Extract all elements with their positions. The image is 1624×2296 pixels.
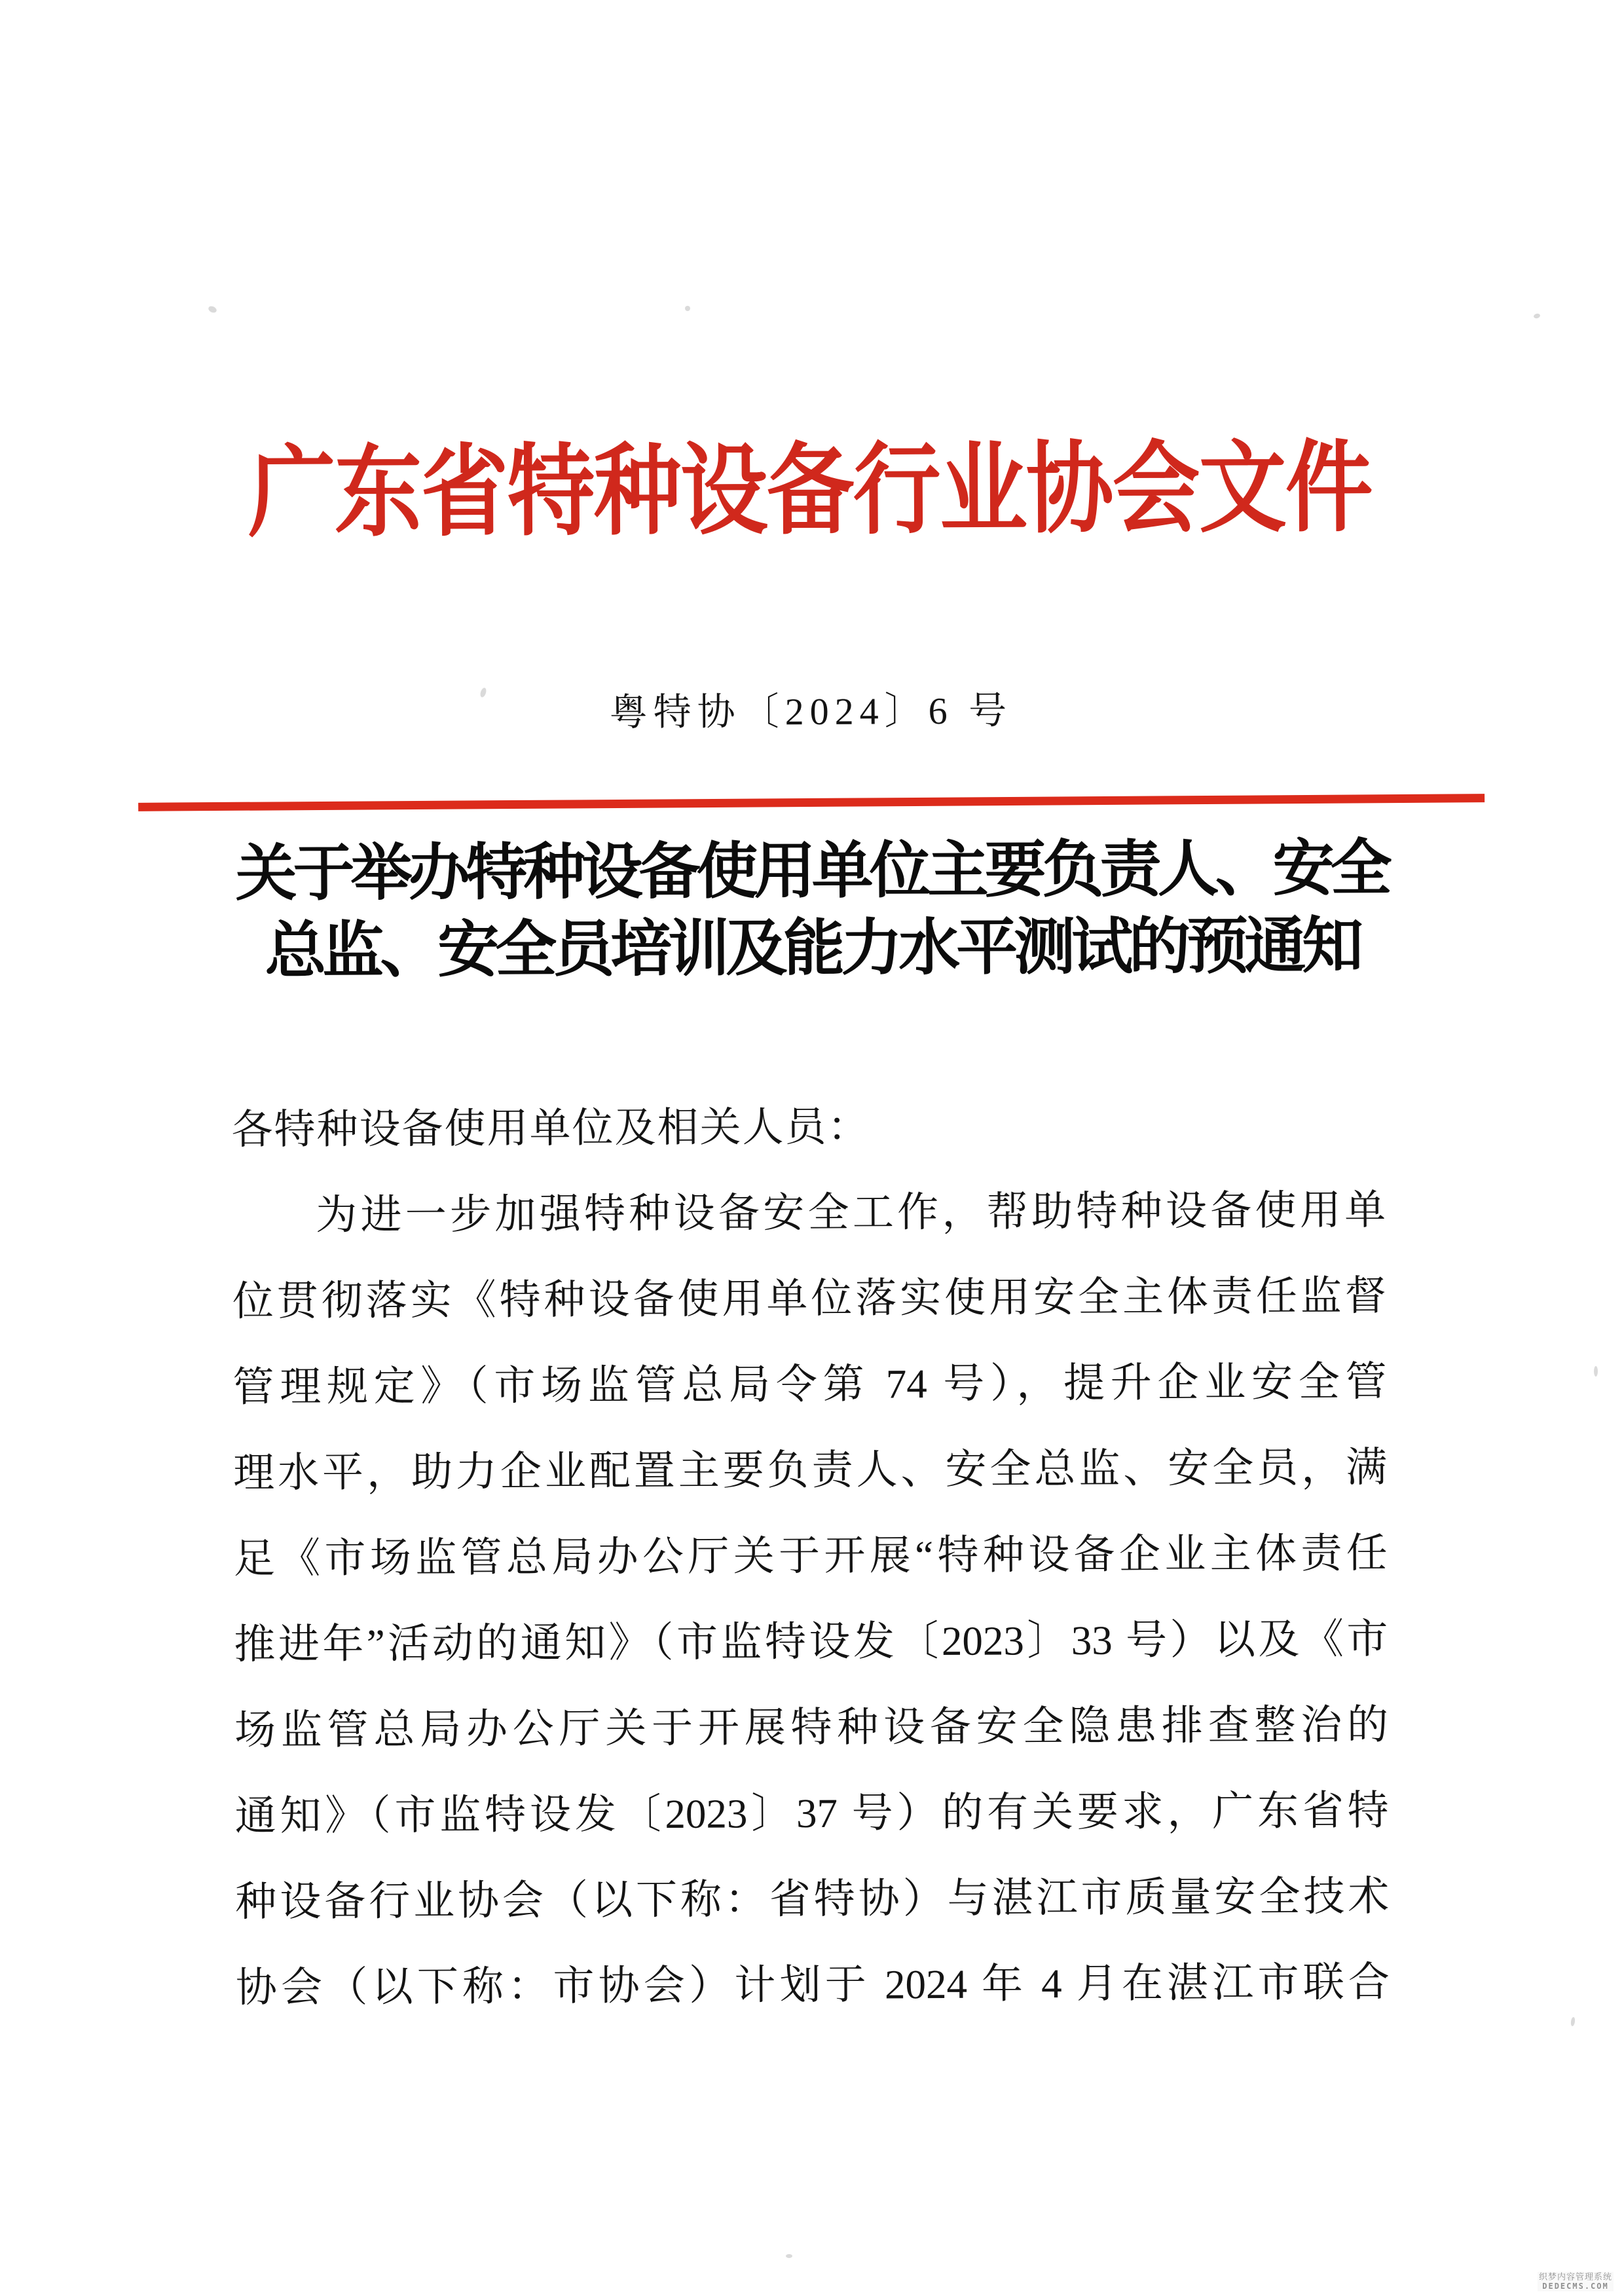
scan-noise-speck	[685, 306, 690, 311]
document-title-line-2: 总监、安全员培训及能力水平测试的预通知	[264, 912, 1360, 986]
body-text	[231, 1082, 1390, 2031]
cms-watermark-text-cn: 织梦内容管理系统	[1538, 2272, 1612, 2282]
paragraph-line: 管理规定》（市场监管总局令第 74 号），提升企业安全管	[232, 1358, 1387, 1411]
paragraph-line: 种设备行业协会（以下称：省特协）与湛江市质量安全技术	[235, 1873, 1390, 1925]
paragraph-line: 理水平，助力企业配置主要负责人、安全总监、安全员，满	[232, 1444, 1388, 1496]
red-divider-line	[138, 794, 1485, 811]
document-title-line-1: 关于举办特种设备使用单位主要负责人、安全	[235, 834, 1388, 909]
paragraph-line: 通知》（市监特设发〔2023〕37 号）的有关要求，广东省特	[234, 1787, 1389, 1840]
scan-noise-speck	[1594, 1366, 1598, 1377]
paragraph-line: 推进年”活动的通知》（市监特设发〔2023〕33 号）以及《市	[234, 1616, 1388, 1668]
paragraph-line: 位贯彻落实《特种设备使用单位落实使用安全主体责任监督	[232, 1272, 1386, 1325]
salutation-line: 各特种设备使用单位及相关人员：	[231, 1103, 870, 1153]
scan-noise-speck	[786, 2254, 792, 2258]
cms-watermark	[1538, 2272, 1614, 2291]
agency-header-title: 广东省特种设备行业协会文件	[248, 433, 1373, 549]
paragraph-line: 协会（以下称：市协会）计划于 2024 年 4 月在湛江市联合	[235, 1959, 1390, 2011]
paragraph-line: 足《市场监管总局办公厅关于开展“特种设备企业主体责任	[233, 1530, 1388, 1582]
cms-watermark-text-en: DEDECMS.COM	[1542, 2282, 1609, 2291]
document-title	[0, 829, 1624, 991]
paragraph-line: 为进一步加强特种设备安全工作，帮助特种设备使用单	[316, 1187, 1386, 1238]
paragraph-line: 场监管总局办公厅关于开展特种设备安全隐患排查整治的	[234, 1701, 1389, 1754]
document-number: 粤特协〔2024〕6 号	[609, 689, 1013, 734]
